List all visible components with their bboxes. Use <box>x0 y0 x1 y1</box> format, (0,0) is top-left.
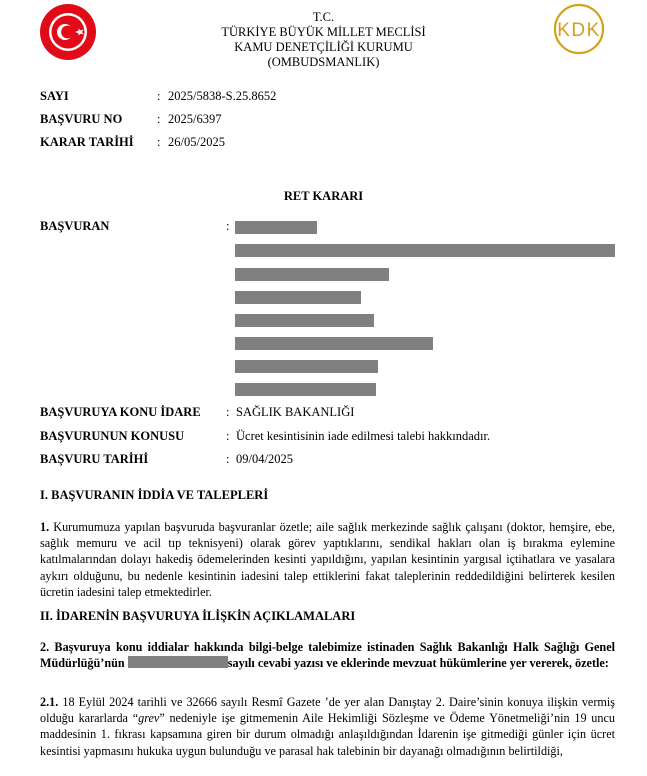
paragraph-2-1-italic: grev <box>138 711 160 726</box>
redacted-applicant-line <box>235 314 374 327</box>
karar-tarihi-value: 26/05/2025 <box>168 135 225 149</box>
paragraph-2 <box>40 639 615 671</box>
header-line-kdk: KAMU DENETÇİLİĞİ KURUMU <box>234 40 413 54</box>
redacted-applicant-line <box>235 221 317 234</box>
basvuran-colon: : <box>226 219 230 233</box>
konu-idare-colon: : <box>226 405 230 419</box>
redacted-applicant-line <box>235 383 376 396</box>
sayi-value: 2025/5838-S.25.8652 <box>168 89 277 103</box>
kdk-logo-text: KDK <box>557 20 601 41</box>
sayi-colon: : <box>157 89 161 103</box>
basvuru-no-value: 2025/6397 <box>168 112 222 126</box>
redacted-document-number <box>128 656 228 668</box>
institution-header <box>0 10 647 70</box>
sayi-label: SAYI <box>40 89 69 103</box>
paragraph-2-text-end: sayılı cevabi yazısı ve eklerinde mevzuat hükümlerine yer vererek, özetle: <box>227 656 609 671</box>
paragraph-2-1-text-end: ” nedeniyle işe gitmemenin Aile Hekimliği Sözleşme ve Ödeme Yönetmeliği’nin 19 uncu maddesinin 1. fıkrası kapsamına giren bir durum olmadığı anlaşıldığından İdarenin işe gitmediği günler için ücret kesintisi yapmasını hukuka uygun bulunduğu ve parasal hak talebinin bir dayanağı olmadığının belirtildiği, <box>40 711 615 758</box>
redacted-applicant-line <box>235 244 615 257</box>
basvuru-tarihi-label: BAŞVURU TARİHİ <box>40 452 149 466</box>
paragraph-2-text-start: 2. Başvuruya konu iddialar hakkında bilgi-belge talebimize istinaden Sağlık Bakanlığı Halk Sağlığı Genel Müdürlüğü’nün <box>40 640 615 671</box>
paragraph-2-1-text-start: 18 Eylül 2024 tarihli ve 32666 sayılı Resmî Gazete ’de yer alan Danıştay 2. Daire’sinin konuya ilişkin vermiş olduğu kararlarda “ <box>40 695 616 726</box>
konusu-label: BAŞVURUNUN KONUSU <box>40 429 185 443</box>
paragraph-1 <box>40 519 615 600</box>
basvuru-no-label: BAŞVURU NO <box>40 112 123 126</box>
konusu-value: Ücret kesintisinin iade edilmesi talebi hakkındadır. <box>236 429 491 443</box>
paragraph-2-1-number: 2.1. <box>40 695 59 709</box>
header-line-ombudsmanlik: (OMBUDSMANLIK) <box>267 55 380 69</box>
karar-tarihi-label: KARAR TARİHİ <box>40 135 134 149</box>
konusu-colon: : <box>226 429 230 443</box>
basvuru-tarihi-value: 09/04/2025 <box>236 452 293 466</box>
konu-idare-value: SAĞLIK BAKANLIĞI <box>236 405 355 419</box>
section-1-heading: I. BAŞVURANIN İDDİA VE TALEPLERİ <box>40 488 269 502</box>
header-line-tc: T.C. <box>312 10 335 24</box>
basvuran-label: BAŞVURAN <box>40 219 110 233</box>
basvuru-no-colon: : <box>157 112 161 126</box>
section-2-heading: II. İDARENİN BAŞVURUYA İLİŞKİN AÇIKLAMALARI <box>40 609 356 623</box>
document-title: RET KARARI <box>283 189 364 203</box>
redacted-applicant-line <box>235 291 361 304</box>
redacted-applicant-line <box>235 360 378 373</box>
paragraph-1-number: 1. <box>40 520 50 534</box>
konu-idare-label: BAŞVURUYA KONU İDARE <box>40 405 201 419</box>
paragraph-1-text: Kurumumuza yapılan başvuruda başvuranlar özetle; aile sağlık merkezinde sağlık çalışanı (doktor, hemşire, ebe, sağlık memuru ve acil tıp teknisyeni) olarak görev yaptıklarını, sendikal hakları olan iş bırakma eylemine katılmalarından dolayı hakediş ödemelerinden kesinti yapıldığını, yapılan kesintinin yargısal içtihatlara ve yasalara aykırı olduğunu, bu nedenle kesintinin iadesini talep ettiklerini fakat taleplerinin reddedildiğini belirterek kesilen ücretin iadesini talep etmektedirler. <box>40 520 616 599</box>
basvuru-tarihi-colon: : <box>226 452 230 466</box>
paragraph-2-1 <box>40 694 615 759</box>
redacted-applicant-line <box>235 268 389 281</box>
header-line-tbmm: TÜRKİYE BÜYÜK MİLLET MECLİSİ <box>221 25 426 39</box>
redacted-applicant-line <box>235 337 433 350</box>
karar-tarihi-colon: : <box>157 135 161 149</box>
